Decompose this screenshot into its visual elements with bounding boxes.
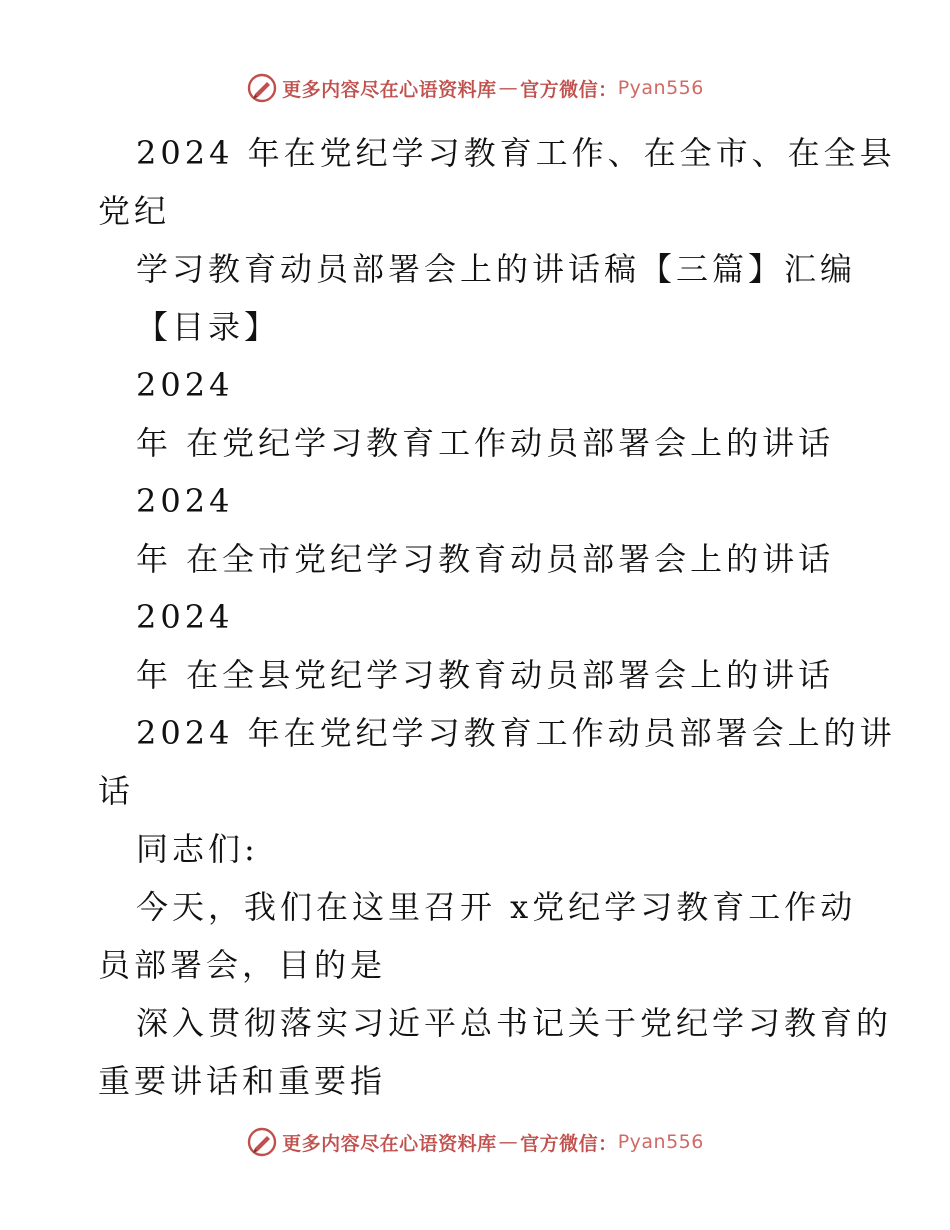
toc-item-1-year: 2024 [136,366,234,404]
doc-title-line-3: 学习教育动员部署会上的讲话稿【三篇】汇编 [136,250,857,288]
doc-title-line-1: 2024 年在党纪学习教育工作、在全市、在全县 [136,134,896,172]
speech-salutation: 同志们: [136,830,259,868]
pen-logo-icon [246,1126,278,1158]
pen-logo-icon [246,72,278,104]
speech-title-line-2: 话 [98,772,135,810]
toc-heading: 【目录】 [136,308,281,346]
watermark-contact-id: Pyan556 [617,77,704,99]
paragraph-2-line-2: 重要讲话和重要指 [98,1062,387,1100]
toc-item-1-title: 年 在党纪学习教育工作动员部署会上的讲话 [136,424,835,462]
toc-item-3-title: 年 在全县党纪学习教育动员部署会上的讲话 [136,656,835,694]
doc-title-line-2: 党纪 [98,192,171,230]
footer-watermark [0,1122,950,1162]
paragraph-2-line-1: 深入贯彻落实习近平总书记关于党纪学习教育的 [136,1004,893,1042]
watermark-separator: — [498,1131,519,1153]
toc-item-3-year: 2024 [136,598,234,636]
toc-item-2-title: 年 在全市党纪学习教育动员部署会上的讲话 [136,540,835,578]
paragraph-1-line-2: 员部署会，目的是 [98,946,387,984]
speech-title-line-1: 2024 年在党纪学习教育工作动员部署会上的讲 [136,714,896,752]
toc-item-2-year: 2024 [136,482,234,520]
paragraph-1-line-1: 今天，我们在这里召开 x党纪学习教育工作动 [136,888,857,926]
watermark-separator: — [498,77,519,99]
watermark-contact-label: 官方微信： [520,1132,618,1155]
document-body [0,124,950,1110]
header-watermark [0,68,950,108]
watermark-site-text: 更多内容尽在心语资料库 [282,78,497,101]
watermark-site-text: 更多内容尽在心语资料库 [282,1132,497,1155]
watermark-contact-label: 官方微信： [520,78,618,101]
watermark-contact-id: Pyan556 [617,1131,704,1153]
